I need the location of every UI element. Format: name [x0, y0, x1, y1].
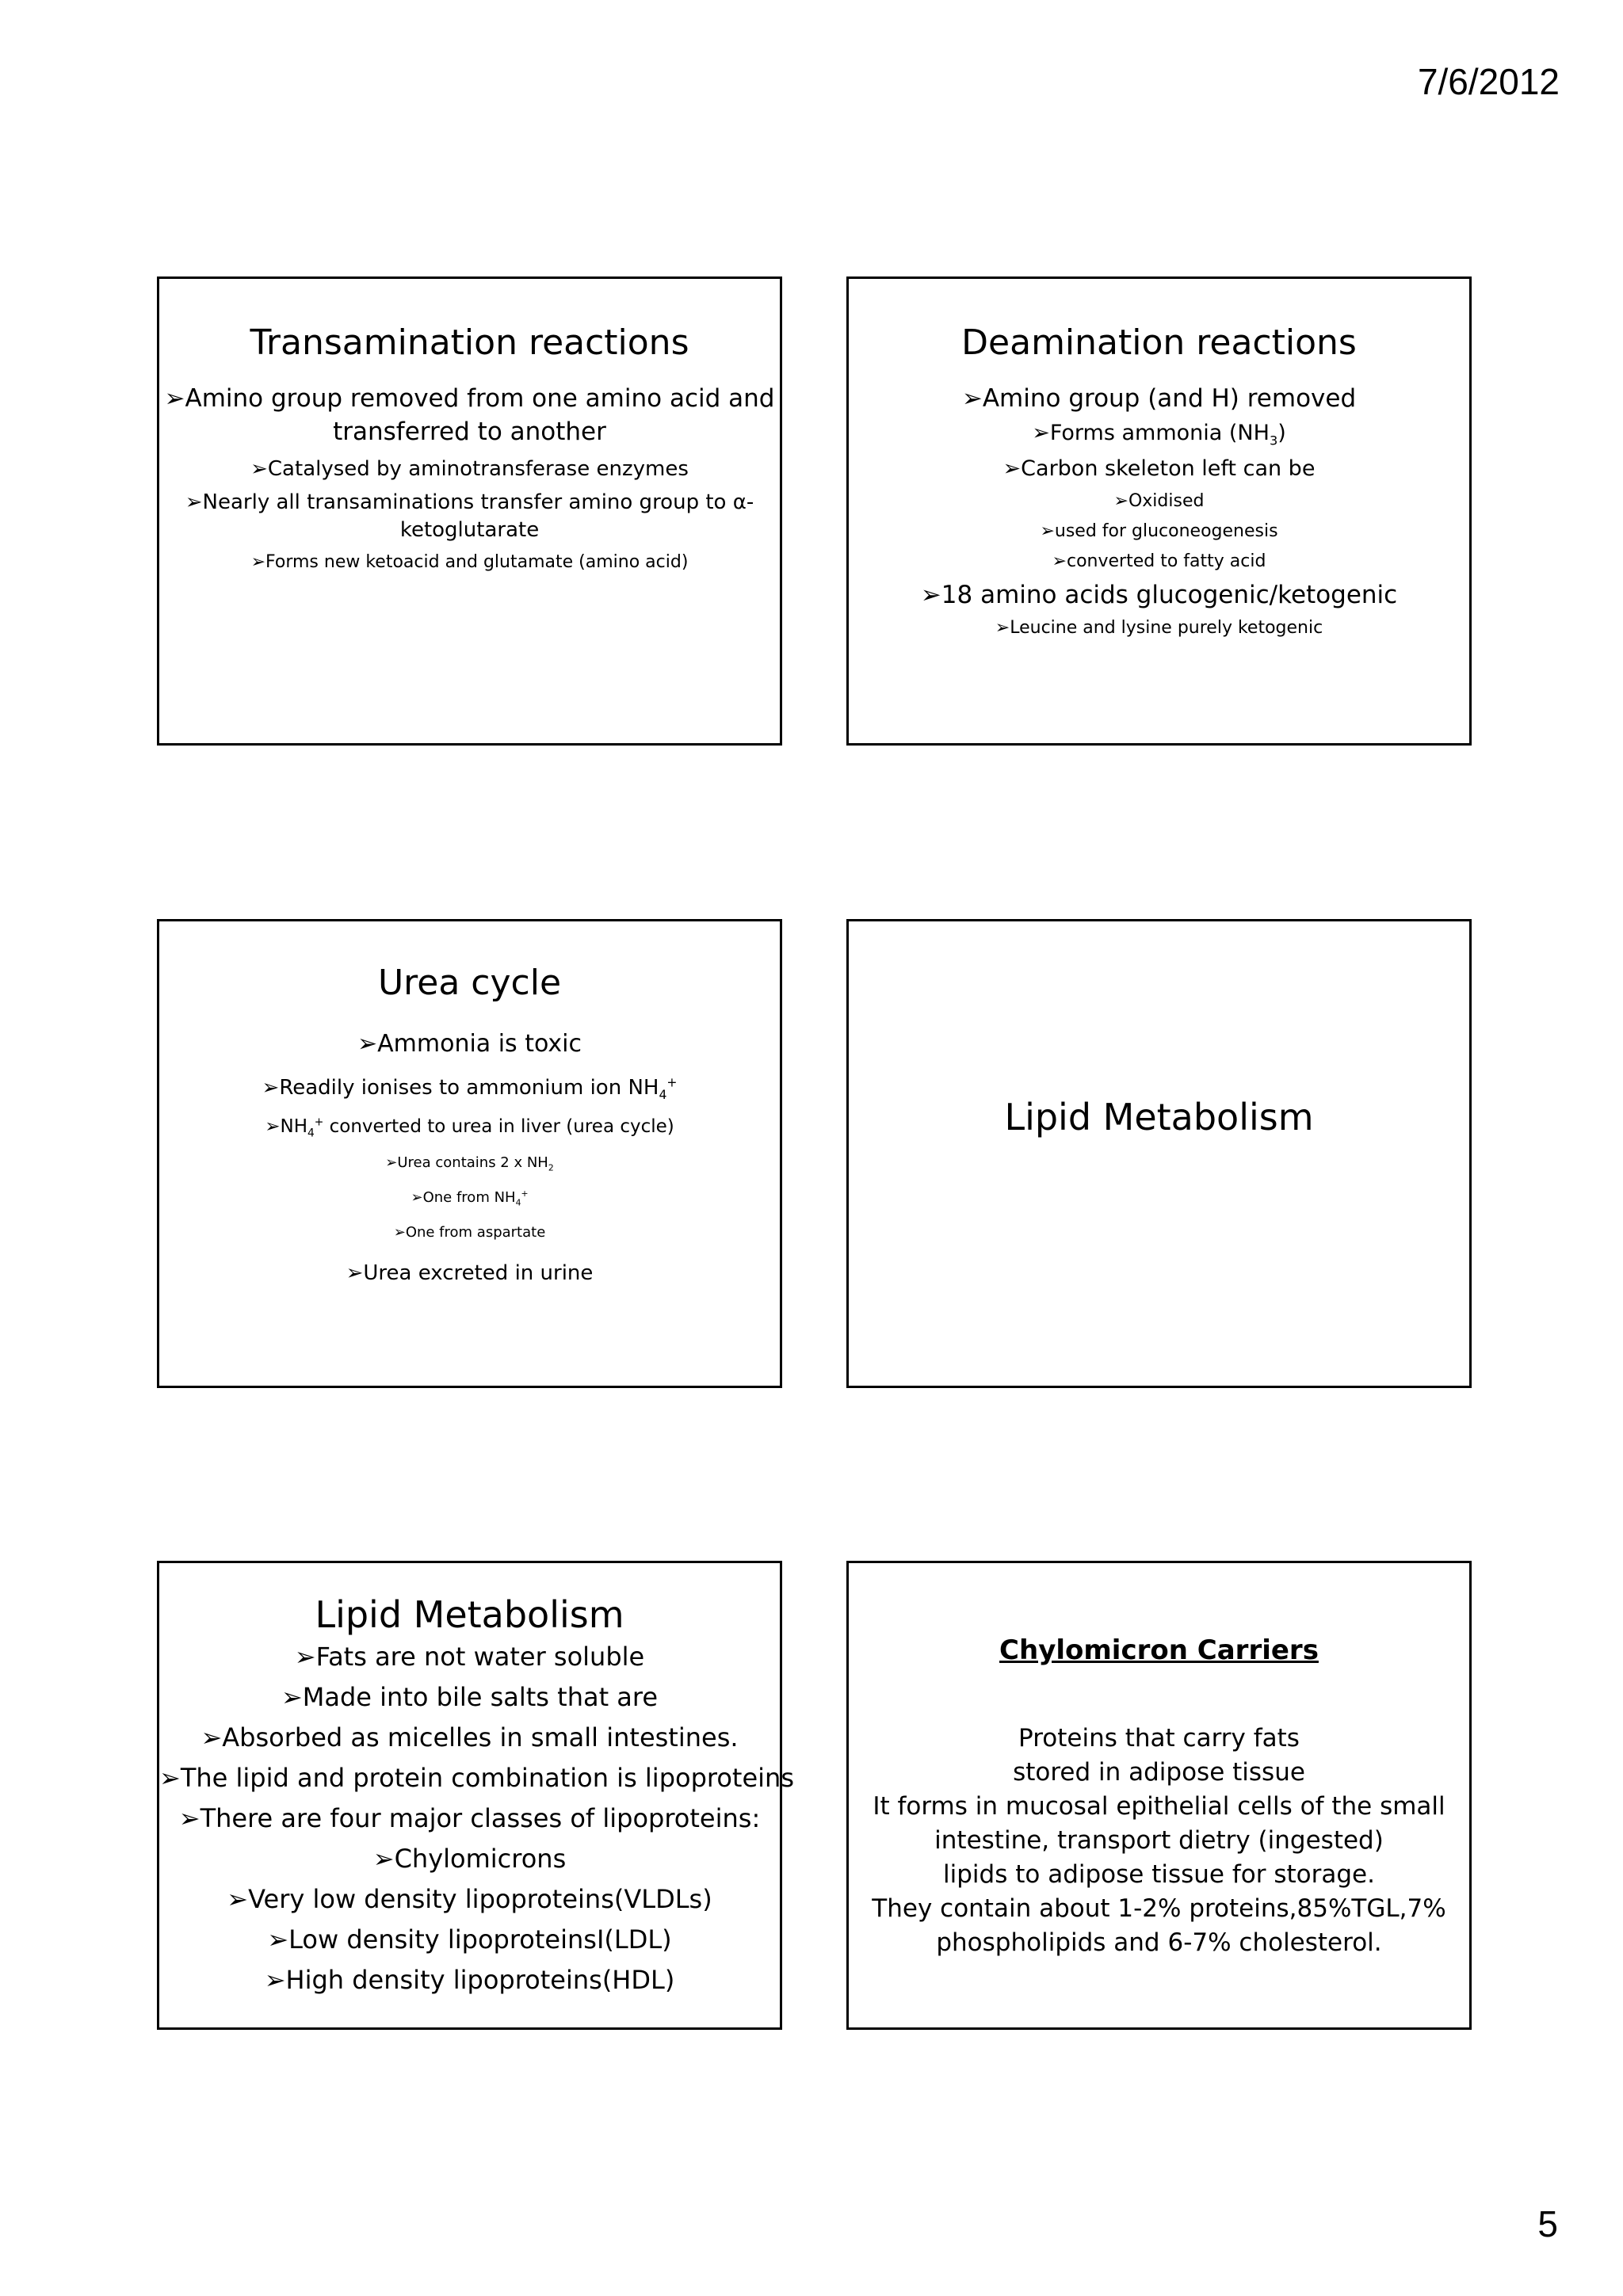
- bullet-line: ➢Chylomicrons: [372, 1844, 567, 1875]
- paragraph-line: They contain about 1-2% proteins,85%TGL,7%: [872, 1894, 1446, 1923]
- bullet-arrow-icon: ➢: [393, 1223, 406, 1241]
- slide-lipid-metabolism: [157, 1561, 794, 2030]
- bullet-arrow-icon: ➢: [1002, 456, 1022, 481]
- paragraph-line: phospholipids and 6-7% cholesterol.: [936, 1928, 1382, 1957]
- bullet-arrow-icon: ➢: [250, 456, 268, 481]
- bullet-line: ➢Nearly all transaminations transfer amino group to α-: [185, 490, 754, 514]
- bullet-line: ➢Low density lipoproteinsI(LDL): [267, 1924, 672, 1955]
- bullet-arrow-icon: ➢: [995, 617, 1010, 638]
- slide-deamination: [846, 277, 1472, 746]
- bullet-line: ➢Forms ammonia $(NH_3)$: [1032, 420, 1286, 448]
- page-number: 5: [1537, 2203, 1558, 2245]
- bullet-arrow-icon: ➢: [267, 1924, 289, 1955]
- bullet-arrow-icon: ➢: [200, 1722, 223, 1753]
- bullet-line: ➢Catalysed by aminotransferase enzymes: [250, 456, 689, 481]
- paragraph-line: It forms in mucosal epithelial cells of the small: [873, 1792, 1445, 1821]
- bullet-line: ➢Readily ionises to ammonium ion $NH_4^+$: [262, 1075, 678, 1102]
- bullet-line: ➢Amino group removed from one amino acid and: [164, 383, 775, 413]
- bullet-arrow-icon: ➢: [961, 383, 983, 413]
- paragraph-line: lipids to adipose tissue for storage.: [943, 1860, 1375, 1889]
- slide-paragraph: [849, 1722, 1469, 1960]
- bullet-arrow-icon: ➢: [357, 1029, 378, 1058]
- bullet-line: ➢High density lipoproteins(HDL): [264, 1965, 675, 1996]
- bullet-arrow-icon: ➢: [1052, 551, 1067, 571]
- bullet-arrow-icon: ➢: [185, 490, 203, 514]
- bullet-line: ➢Urea excreted in urine: [346, 1261, 594, 1285]
- bullet-line: ➢Amino group (and H) removed: [961, 383, 1357, 413]
- bullet-arrow-icon: ➢: [385, 1154, 398, 1171]
- slide-title: Urea cycle: [377, 963, 562, 1003]
- bullet-line: ➢Fats are not water soluble: [294, 1642, 645, 1672]
- bullet-line: ➢Very low density lipoproteins(VLDLs): [227, 1884, 712, 1915]
- bullet-line: ➢One from aspartate: [393, 1223, 546, 1241]
- slide-heading: Chylomicron Carriers: [999, 1634, 1319, 1666]
- bullet-arrow-icon: ➢: [372, 1844, 395, 1875]
- bullet-arrow-icon: ➢: [159, 1763, 181, 1794]
- bullet-continuation: ketoglutarate: [399, 517, 540, 542]
- slide-transamination: [157, 277, 782, 746]
- bullet-arrow-icon: ➢: [164, 383, 185, 413]
- bullet-arrow-icon: ➢: [264, 1965, 286, 1996]
- bullet-line: ➢Ammonia is toxic: [357, 1029, 582, 1058]
- header-date: 7/6/2012: [1417, 61, 1560, 102]
- bullet-line: ➢Oxidised: [1113, 490, 1205, 511]
- slide-title: Deamination reactions: [961, 322, 1357, 363]
- bullet-line: ➢18 amino acids glucogenic/ketogenic: [920, 580, 1398, 609]
- bullet-arrow-icon: ➢: [1032, 420, 1050, 445]
- slide-title: Lipid Metabolism: [315, 1593, 624, 1636]
- slide-lipid-metabolism-title: [846, 919, 1472, 1388]
- bullet-arrow-icon: ➢: [262, 1075, 280, 1100]
- slide-title: Lipid Metabolism: [1004, 1096, 1314, 1138]
- bullet-line: ➢Leucine and lysine purely ketogenic: [995, 617, 1323, 638]
- bullet-line: ➢Urea contains 2 x $NH_2$: [385, 1154, 554, 1173]
- bullet-line: ➢Carbon skeleton left can be: [1002, 456, 1316, 481]
- bullet-line: ➢Made into bile salts that are: [281, 1682, 659, 1713]
- bullet-line: ➢The lipid and protein combination is lipoproteins: [159, 1763, 794, 1794]
- bullet-arrow-icon: ➢: [178, 1803, 200, 1834]
- slide-urea-cycle: [157, 919, 782, 1388]
- bullet-line: ➢There are four major classes of lipoproteins:: [178, 1803, 761, 1834]
- bullet-line: ➢Forms new ketoacid and glutamate (amino acid): [250, 551, 689, 572]
- slide-title: Transamination reactions: [250, 322, 689, 363]
- bullet-line: ➢One from $NH_4^+$: [411, 1188, 529, 1208]
- bullet-arrow-icon: ➢: [920, 580, 941, 609]
- bullet-arrow-icon: ➢: [250, 551, 266, 572]
- bullet-arrow-icon: ➢: [227, 1884, 249, 1915]
- bullet-line: ➢converted to fatty acid: [1052, 551, 1266, 571]
- bullet-line: ➢used for gluconeogenesis: [1040, 521, 1278, 541]
- bullet-line: ➢Absorbed as micelles in small intestines.: [200, 1722, 739, 1753]
- bullet-arrow-icon: ➢: [1040, 521, 1055, 541]
- bullet-arrow-icon: ➢: [411, 1188, 423, 1206]
- bullet-arrow-icon: ➢: [346, 1261, 364, 1285]
- bullet-arrow-icon: ➢: [265, 1116, 281, 1137]
- bullet-arrow-icon: ➢: [1113, 490, 1128, 511]
- bullet-continuation: transferred to another: [333, 417, 606, 446]
- bullet-arrow-icon: ➢: [281, 1682, 303, 1713]
- bullet-line: $➢NH_4^+$ converted to urea in liver (urea cycle): [265, 1116, 674, 1140]
- paragraph-line: stored in adipose tissue: [1013, 1758, 1305, 1787]
- paragraph-line: intestine, transport dietry (ingested): [934, 1826, 1384, 1855]
- slide-chylomicron-carriers: [846, 1561, 1472, 2030]
- bullet-arrow-icon: ➢: [294, 1642, 316, 1672]
- paragraph-line: Proteins that carry fats: [1018, 1724, 1300, 1753]
